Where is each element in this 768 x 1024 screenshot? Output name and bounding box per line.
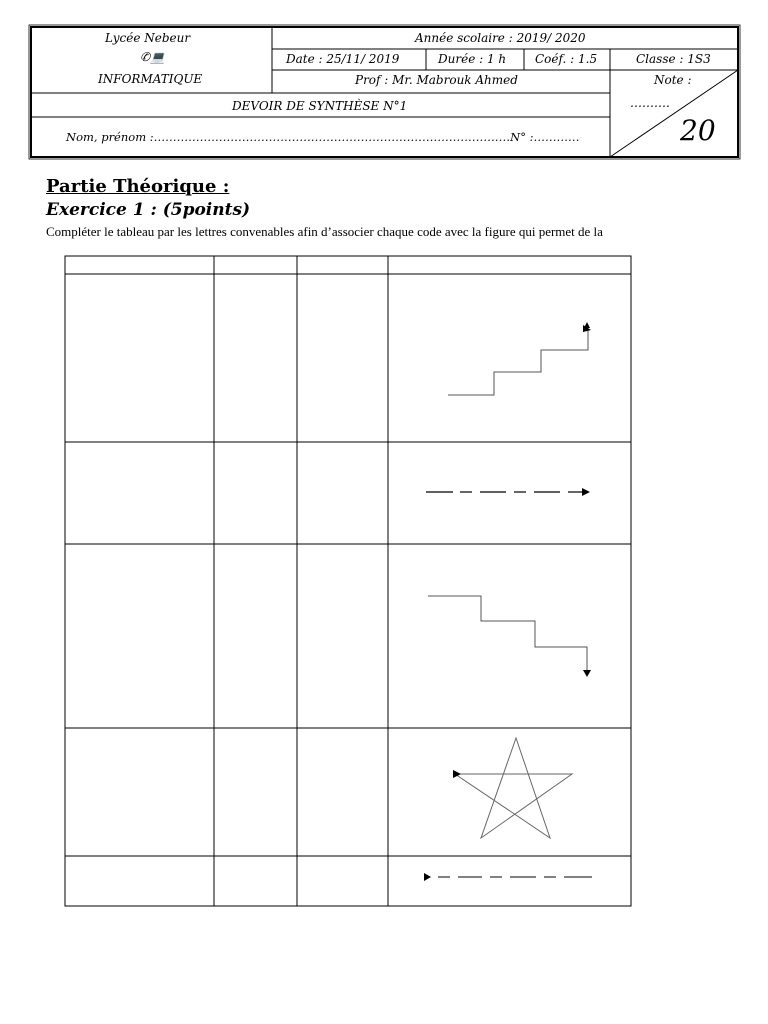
name-line: Nom, prénom :…………………………………………………………………………………N° :………… (66, 130, 580, 144)
answer-cell-1a[interactable] (214, 274, 297, 442)
section-title: Partie Théorique : (46, 176, 230, 197)
code-cell-3[interactable] (65, 544, 214, 728)
subject-name: INFORMATIQUE (98, 72, 203, 86)
exam-date: Date : 25/11/ 2019 (286, 52, 400, 66)
reverse-dashed-arrow-figure (424, 873, 592, 881)
exercise-instruction: Compléter le tableau par les lettres convenables afin d’associer chaque code avec la figure qui permet de la (46, 224, 603, 239)
dashed-arrow-figure (426, 488, 590, 496)
school-name: Lycée Nebeur (105, 31, 191, 45)
answer-cell-3b[interactable] (297, 544, 388, 728)
note-dots: ………. (630, 96, 670, 110)
answer-cell-5b[interactable] (297, 856, 388, 906)
exam-coef: Coéf. : 1.5 (535, 52, 598, 66)
code-cell-4[interactable] (65, 728, 214, 856)
code-cell-5[interactable] (65, 856, 214, 906)
staircase-down-figure (428, 596, 591, 677)
exam-duration: Durée : 1 h (438, 52, 507, 66)
header-icons: ✆💻 (140, 50, 165, 64)
answer-cell-1b[interactable] (297, 274, 388, 442)
class-label: Classe : 1S3 (636, 52, 711, 66)
answer-cell-3a[interactable] (214, 544, 297, 728)
school-year: Année scolaire : 2019/ 2020 (415, 31, 586, 45)
staircase-up-figure (448, 322, 591, 395)
answer-cell-2b[interactable] (297, 442, 388, 544)
exercise-title: Exercice 1 : (5points) (46, 200, 251, 220)
answer-cell-2a[interactable] (214, 442, 297, 544)
answer-cell-5a[interactable] (214, 856, 297, 906)
grade-total: 20 (680, 114, 716, 147)
note-label: Note : (654, 73, 692, 87)
answer-cell-4a[interactable] (214, 728, 297, 856)
code-cell-2[interactable] (65, 442, 214, 544)
prof-name: Prof : Mr. Mabrouk Ahmed (355, 73, 518, 87)
exam-title: DEVOIR DE SYNTHÈSE N°1 (232, 99, 408, 113)
star-figure (453, 738, 572, 838)
code-cell-1[interactable] (65, 274, 214, 442)
answer-cell-4b[interactable] (297, 728, 388, 856)
